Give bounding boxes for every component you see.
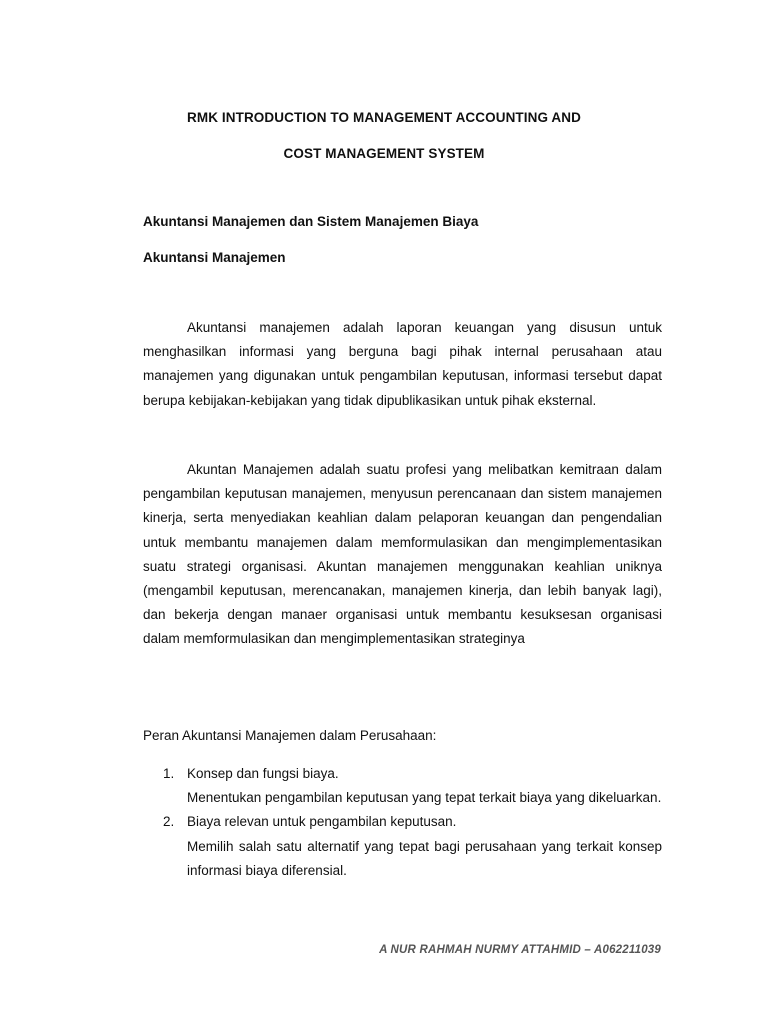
list-item-description: Menentukan pengambilan keputusan yang tepat terkait biaya yang dikeluarkan. <box>187 790 662 806</box>
list-item-title: Biaya relevan untuk pengambilan keputusan. <box>187 814 457 830</box>
role-intro: Peran Akuntansi Manajemen dalam Perusahaan: <box>143 728 437 743</box>
list-item-description: Memilih salah satu alternatif yang tepat bagi perusahaan yang terkait konsep informasi biaya diferensial. <box>187 838 662 878</box>
document-title-line-2: COST MANAGEMENT SYSTEM <box>283 146 485 161</box>
paragraph-definition: Akuntansi manajemen adalah laporan keuangan yang disusun untuk menghasilkan informasi yang berguna bagi pihak internal perusahaan atau manajemen yang digunakan untuk pengambilan keputusan, informasi tersebut dapat berupa kebijakan-kebijakan yang tidak dipublikasikan untuk pihak eksternal. <box>143 320 662 408</box>
document-title-line-1: RMK INTRODUCTION TO MANAGEMENT ACCOUNTING AND <box>187 110 581 125</box>
role-list <box>143 762 662 883</box>
list-item-number: 2. <box>163 814 175 830</box>
paragraph-profession: Akuntan Manajemen adalah suatu profesi yang melibatkan kemitraan dalam pengambilan keputusan manajemen, menyusun perencanaan dan sistem manajemen kinerja, serta menyediakan keahlian dalam pelaporan keuangan dan pengendalian untuk membantu manajemen dalam memformulasikan dan mengimplementasikan suatu strategi organisasi. Akuntan manajemen menggunakan keahlian uniknya (mengambil keputusan, merencanakan, manajemen kinerja, dan lebih banyak lagi), dan bekerja dengan manaer organisasi untuk membantu kesuksesan organisasi dalam memformulasikan dan mengimplementasikan strateginya <box>143 462 662 647</box>
subsection-heading: Akuntansi Manajemen <box>143 250 286 265</box>
author-footer: A NUR RAHMAH NURMY ATTAHMID – A062211039 <box>379 944 661 956</box>
list-item-number: 1. <box>163 766 175 781</box>
list-item <box>143 762 662 810</box>
list-item <box>143 810 662 883</box>
list-item-title: Konsep dan fungsi biaya. <box>187 766 339 781</box>
section-heading: Akuntansi Manajemen dan Sistem Manajemen Biaya <box>143 214 479 229</box>
